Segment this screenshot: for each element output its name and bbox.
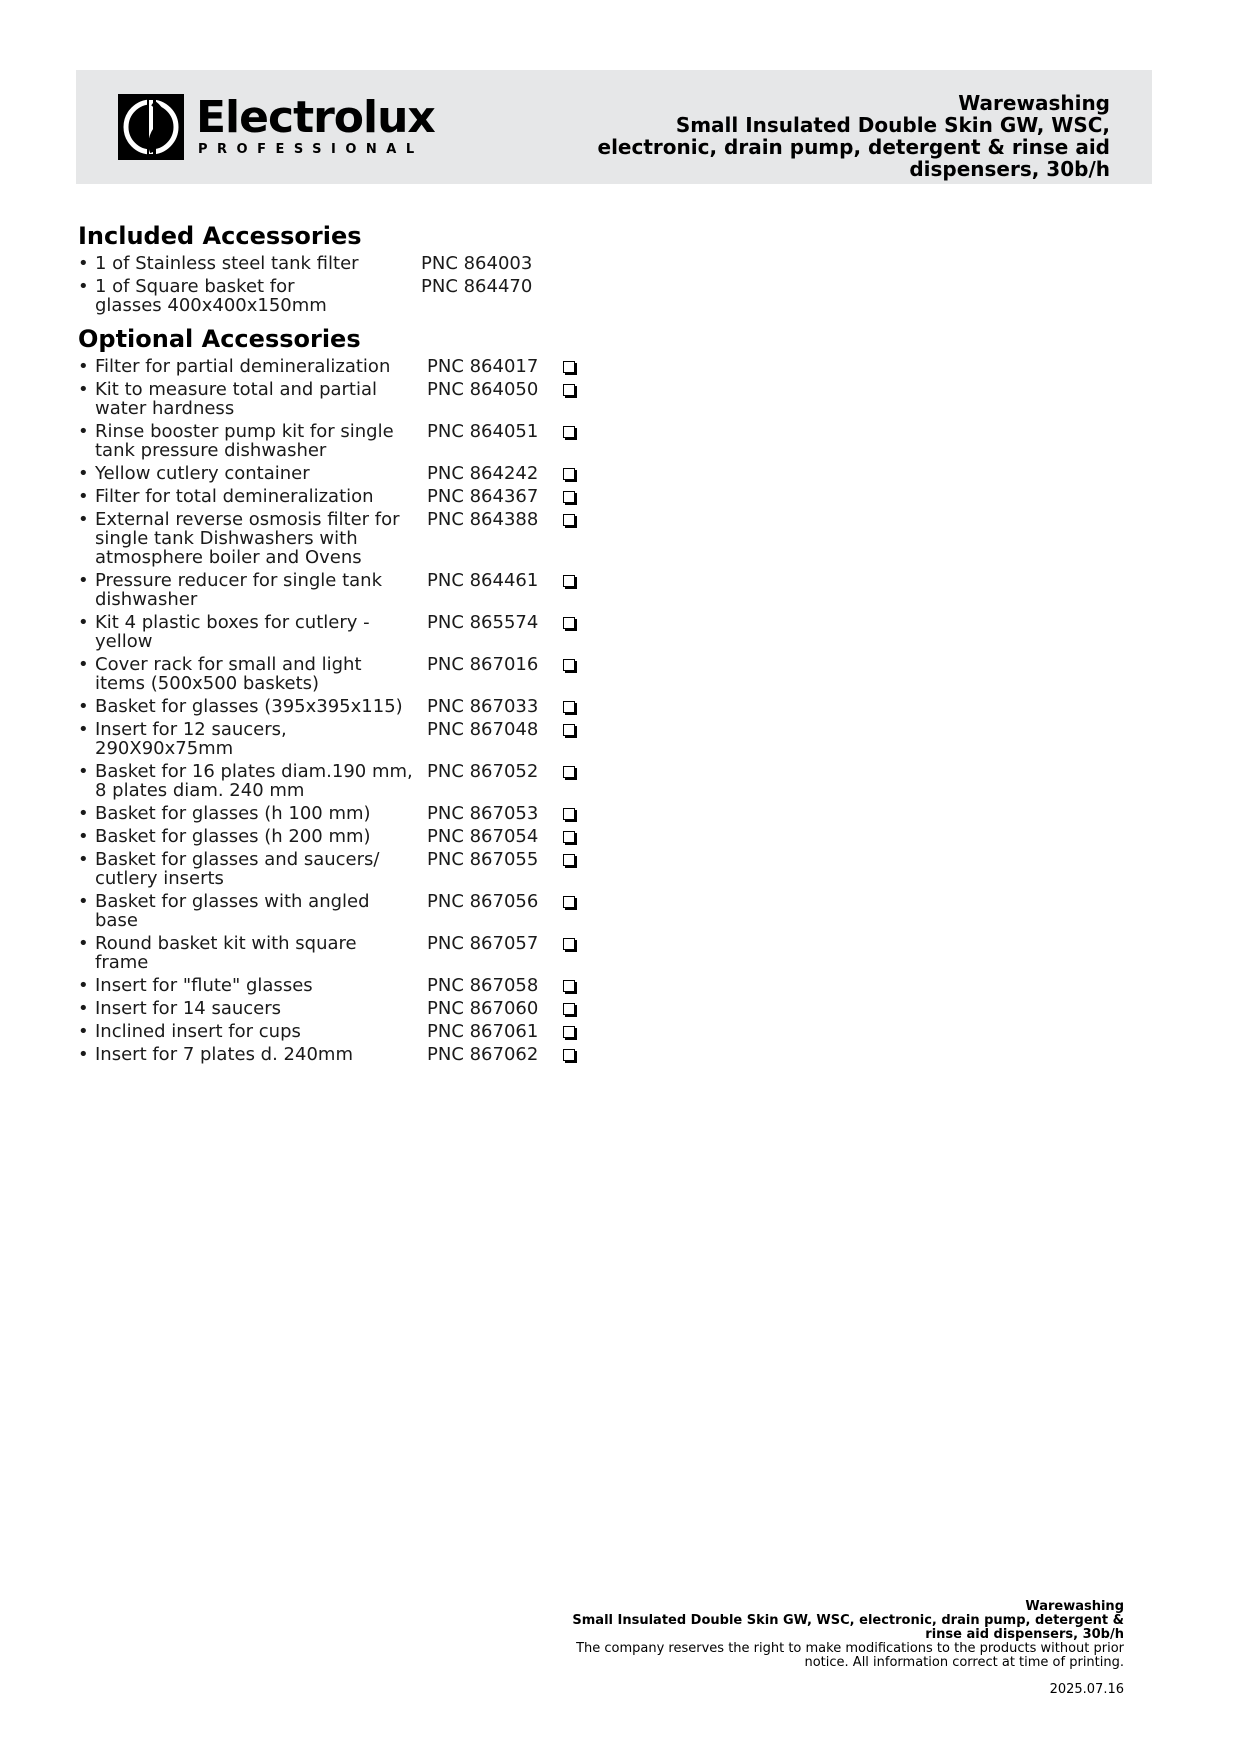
accessory-description: 1 of Square basket for glasses 400x400x150mm	[95, 276, 327, 316]
optional-accessory-row	[78, 464, 598, 483]
optional-accessory-row	[78, 850, 598, 888]
electrolux-logo-icon	[118, 94, 184, 160]
accessory-description: Inclined insert for cups	[95, 1021, 301, 1042]
bullet-icon: •	[78, 612, 89, 633]
bullet-icon: •	[78, 975, 89, 996]
checkbox-icon[interactable]	[563, 724, 575, 736]
bullet-icon: •	[78, 356, 89, 377]
included-accessory-row	[78, 277, 598, 315]
checkbox-icon[interactable]	[563, 808, 575, 820]
page-header	[76, 70, 1152, 184]
bullet-icon: •	[78, 463, 89, 484]
optional-accessory-row	[78, 380, 598, 418]
accessory-description: Basket for glasses with angled base	[95, 891, 370, 931]
footer-category: Warewashing	[1025, 1599, 1124, 1614]
bullet-icon: •	[78, 276, 89, 297]
checkbox-icon[interactable]	[563, 384, 575, 396]
bullet-icon: •	[78, 933, 89, 954]
accessory-description: Basket for glasses and saucers/ cutlery inserts	[95, 849, 380, 889]
accessory-description: Filter for partial demineralization	[95, 356, 391, 377]
bullet-icon: •	[78, 486, 89, 507]
bullet-icon: •	[78, 421, 89, 442]
accessory-pnc: PNC 864470	[421, 276, 533, 297]
accessory-description: Basket for glasses (h 200 mm)	[95, 826, 371, 847]
accessory-pnc: PNC 864050	[427, 379, 539, 400]
accessory-pnc: PNC 864003	[421, 253, 533, 274]
accessory-pnc: PNC 867054	[427, 826, 539, 847]
optional-accessories-title: Optional Accessories	[78, 325, 361, 353]
optional-accessory-row	[78, 892, 598, 930]
accessory-pnc: PNC 867058	[427, 975, 539, 996]
accessory-description: Basket for glasses (395x395x115)	[95, 696, 403, 717]
bullet-icon: •	[78, 849, 89, 870]
accessory-description: External reverse osmosis filter for single tank Dishwashers with atmosphere boiler and Ovens	[95, 509, 400, 568]
accessory-description: Kit 4 plastic boxes for cutlery - yellow	[95, 612, 370, 652]
bullet-icon: •	[78, 696, 89, 717]
optional-accessory-row	[78, 804, 598, 823]
bullet-icon: •	[78, 719, 89, 740]
checkbox-icon[interactable]	[563, 514, 575, 526]
accessory-description: Basket for 16 plates diam.190 mm, 8 plates diam. 240 mm	[95, 761, 413, 801]
footer-product-title: Small Insulated Double Skin GW, WSC, electronic, drain pump, detergent & rinse aid dispensers, 30b/h	[572, 1613, 1124, 1642]
optional-accessory-row	[78, 720, 598, 758]
checkbox-icon[interactable]	[563, 896, 575, 908]
optional-accessory-row	[78, 357, 598, 376]
accessory-description: Insert for 12 saucers, 290X90x75mm	[95, 719, 287, 759]
checkbox-icon[interactable]	[563, 1049, 575, 1061]
optional-accessory-row	[78, 999, 598, 1018]
accessory-description: Basket for glasses (h 100 mm)	[95, 803, 371, 824]
accessory-description: Yellow cutlery container	[95, 463, 310, 484]
header-category: Warewashing	[958, 91, 1110, 115]
checkbox-icon[interactable]	[563, 426, 575, 438]
bullet-icon: •	[78, 654, 89, 675]
bullet-icon: •	[78, 761, 89, 782]
optional-accessory-row	[78, 422, 598, 460]
included-accessory-row	[78, 254, 598, 273]
accessory-description: Cover rack for small and light items (500x500 baskets)	[95, 654, 362, 694]
optional-accessory-row	[78, 613, 598, 651]
footer-disclaimer: The company reserves the right to make modifications to the products without prior notice. All information correct at time of printing.	[576, 1641, 1124, 1670]
accessory-description: Insert for "flute" glasses	[95, 975, 313, 996]
bullet-icon: •	[78, 253, 89, 274]
checkbox-icon[interactable]	[563, 361, 575, 373]
accessory-pnc: PNC 867052	[427, 761, 539, 782]
accessory-description: 1 of Stainless steel tank filter	[95, 253, 359, 274]
checkbox-icon[interactable]	[563, 491, 575, 503]
bullet-icon: •	[78, 891, 89, 912]
accessory-pnc: PNC 867033	[427, 696, 539, 717]
accessory-pnc: PNC 867055	[427, 849, 539, 870]
bullet-icon: •	[78, 826, 89, 847]
accessory-pnc: PNC 864367	[427, 486, 539, 507]
checkbox-icon[interactable]	[563, 766, 575, 778]
bullet-icon: •	[78, 1044, 89, 1065]
accessory-pnc: PNC 864242	[427, 463, 539, 484]
accessory-pnc: PNC 867056	[427, 891, 539, 912]
optional-accessory-row	[78, 827, 598, 846]
accessory-pnc: PNC 864051	[427, 421, 539, 442]
accessory-pnc: PNC 867057	[427, 933, 539, 954]
accessory-description: Rinse booster pump kit for single tank pressure dishwasher	[95, 421, 394, 461]
header-product-title: Small Insulated Double Skin GW, WSC, electronic, drain pump, detergent & rinse aid dispensers, 30b/h	[597, 113, 1110, 181]
checkbox-icon[interactable]	[563, 854, 575, 866]
accessory-pnc: PNC 864461	[427, 570, 539, 591]
checkbox-icon[interactable]	[563, 1003, 575, 1015]
optional-accessory-row	[78, 487, 598, 506]
accessory-description: Pressure reducer for single tank dishwasher	[95, 570, 382, 610]
brand-subtitle: PROFESSIONAL	[198, 142, 424, 157]
accessory-pnc: PNC 867061	[427, 1021, 539, 1042]
optional-accessory-row	[78, 1022, 598, 1041]
checkbox-icon[interactable]	[563, 575, 575, 587]
bullet-icon: •	[78, 379, 89, 400]
optional-accessory-row	[78, 762, 598, 800]
checkbox-icon[interactable]	[563, 980, 575, 992]
checkbox-icon[interactable]	[563, 468, 575, 480]
accessory-description: Filter for total demineralization	[95, 486, 374, 507]
bullet-icon: •	[78, 998, 89, 1019]
accessory-pnc: PNC 867048	[427, 719, 539, 740]
checkbox-icon[interactable]	[563, 1026, 575, 1038]
optional-accessory-row	[78, 976, 598, 995]
bullet-icon: •	[78, 570, 89, 591]
optional-accessory-row	[78, 571, 598, 609]
accessory-pnc: PNC 864017	[427, 356, 539, 377]
bullet-icon: •	[78, 1021, 89, 1042]
brand-name: Electrolux	[196, 92, 435, 143]
checkbox-icon[interactable]	[563, 701, 575, 713]
checkbox-icon[interactable]	[563, 938, 575, 950]
accessory-pnc: PNC 864388	[427, 509, 539, 530]
accessory-pnc: PNC 865574	[427, 612, 539, 633]
page-footer	[564, 1600, 1124, 1697]
optional-accessory-row	[78, 934, 598, 972]
optional-accessory-row	[78, 510, 598, 567]
footer-date: 2025.07.16	[1049, 1682, 1124, 1697]
checkbox-icon[interactable]	[563, 617, 575, 629]
optional-accessory-row	[78, 697, 598, 716]
accessory-pnc: PNC 867053	[427, 803, 539, 824]
accessory-description: Round basket kit with square frame	[95, 933, 357, 973]
checkbox-icon[interactable]	[563, 659, 575, 671]
accessory-pnc: PNC 867062	[427, 1044, 539, 1065]
bullet-icon: •	[78, 509, 89, 530]
optional-accessory-row	[78, 1045, 598, 1064]
bullet-icon: •	[78, 803, 89, 824]
header-title	[550, 92, 1110, 180]
included-accessories-title: Included Accessories	[78, 222, 362, 250]
accessory-description: Insert for 14 saucers	[95, 998, 282, 1019]
accessory-pnc: PNC 867060	[427, 998, 539, 1019]
optional-accessory-row	[78, 655, 598, 693]
accessory-description: Kit to measure total and partial water hardness	[95, 379, 378, 419]
checkbox-icon[interactable]	[563, 831, 575, 843]
accessory-pnc: PNC 867016	[427, 654, 539, 675]
accessory-description: Insert for 7 plates d. 240mm	[95, 1044, 353, 1065]
